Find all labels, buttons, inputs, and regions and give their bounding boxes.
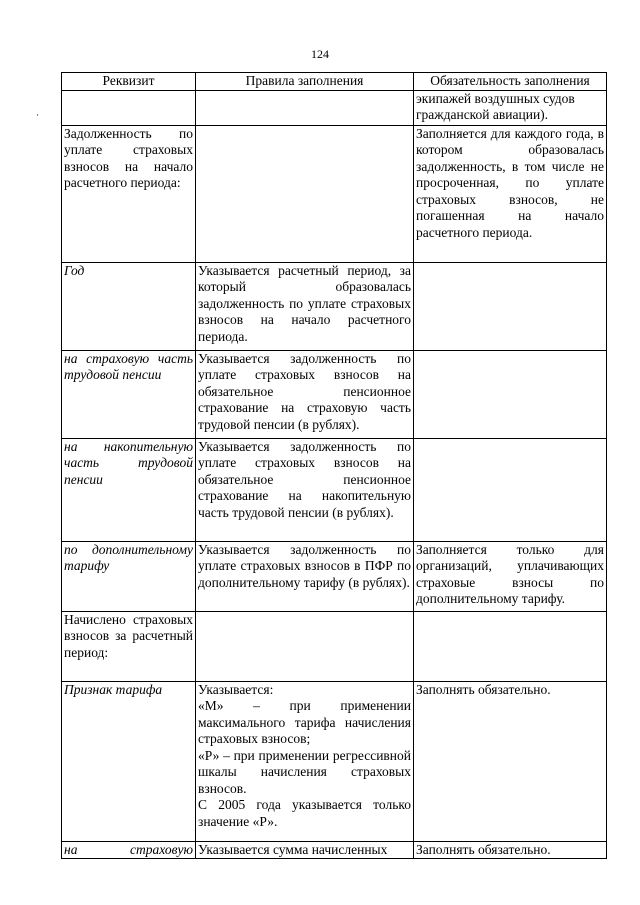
obligation-cell xyxy=(414,438,607,541)
rule-cell xyxy=(196,90,414,125)
table-row xyxy=(62,611,607,681)
rule-cell: Указывается задолженность по уплате страховых взносов на обязательное пенсионное страхование на страховую часть трудовой пенсии (в рублях). xyxy=(196,350,414,438)
rule-line: С 2005 года указывается только значение «Р». xyxy=(198,797,411,829)
requisite-cell: Признак тарифа xyxy=(62,681,196,841)
rule-line: «Р» – при применении регрессивной шкалы начисления страховых взносов. xyxy=(198,747,411,796)
page-number: 124 xyxy=(311,47,329,61)
rule-cell xyxy=(196,611,414,681)
table-row xyxy=(62,90,607,125)
obligation-cell: Заполнять обязательно. xyxy=(414,681,607,841)
table-row xyxy=(62,350,607,438)
column-header: Обязательность заполнения xyxy=(414,73,607,91)
table-row xyxy=(62,125,607,262)
requisites-table xyxy=(61,72,607,859)
rule-cell xyxy=(196,681,414,841)
rule-cell: Указывается расчетный период, за который образовалась задолженность по уплате страховых взносов на начало расчетного периода. xyxy=(196,262,414,350)
obligation-cell xyxy=(414,611,607,681)
scan-dot: · xyxy=(36,110,39,120)
table-row xyxy=(62,438,607,541)
requisite-cell: Начислено страховых взносов за расчетный период: xyxy=(62,611,196,681)
obligation-cell xyxy=(414,262,607,350)
obligation-cell: Заполняется для каждого года, в котором образовалась задолженность, в том числе не просроченная, по уплате страховых взносов, не погашенная на начало расчетного периода. xyxy=(414,125,607,262)
requisite-cell: по дополнительному тарифу xyxy=(62,541,196,611)
column-header: Реквизит xyxy=(62,73,196,91)
table-header-row xyxy=(62,73,607,91)
rule-cell: Указывается задолженность по уплате страховых взносов на обязательное пенсионное страхование на накопительную часть трудовой пенсии (в рублях). xyxy=(196,438,414,541)
table-row xyxy=(62,841,607,859)
table-row xyxy=(62,681,607,841)
requisite-cell: Год xyxy=(62,262,196,350)
rule-cell: Указывается сумма начисленных xyxy=(196,841,414,859)
obligation-cell: Заполнять обязательно. xyxy=(414,841,607,859)
rule-line: Указывается: xyxy=(198,681,274,697)
table-row xyxy=(62,541,607,611)
table-row xyxy=(62,262,607,350)
requisite-cell: Задолженность по уплате страховых взносов на начало расчетного периода: xyxy=(62,125,196,262)
obligation-cell xyxy=(414,350,607,438)
obligation-cell: экипажей воздушных судов гражданской авиации). xyxy=(414,90,607,125)
obligation-cell: Заполняется только для организаций, уплачивающих страховые взносы по дополнительному тарифу. xyxy=(414,541,607,611)
rule-cell: Указывается задолженность по уплате страховых взносов в ПФР по дополнительному тарифу (в рублях). xyxy=(196,541,414,611)
rule-line: «М» – при применении максимального тарифа начисления страховых взносов; xyxy=(198,698,411,746)
requisite-cell: на накопительную часть трудовой пенсии xyxy=(62,438,196,541)
requisite-cell xyxy=(62,90,196,125)
requisite-cell: на страховую часть трудовой пенсии xyxy=(62,350,196,438)
column-header: Правила заполнения xyxy=(196,73,414,91)
requisite-cell: на страховую xyxy=(62,841,196,859)
rule-cell xyxy=(196,125,414,262)
